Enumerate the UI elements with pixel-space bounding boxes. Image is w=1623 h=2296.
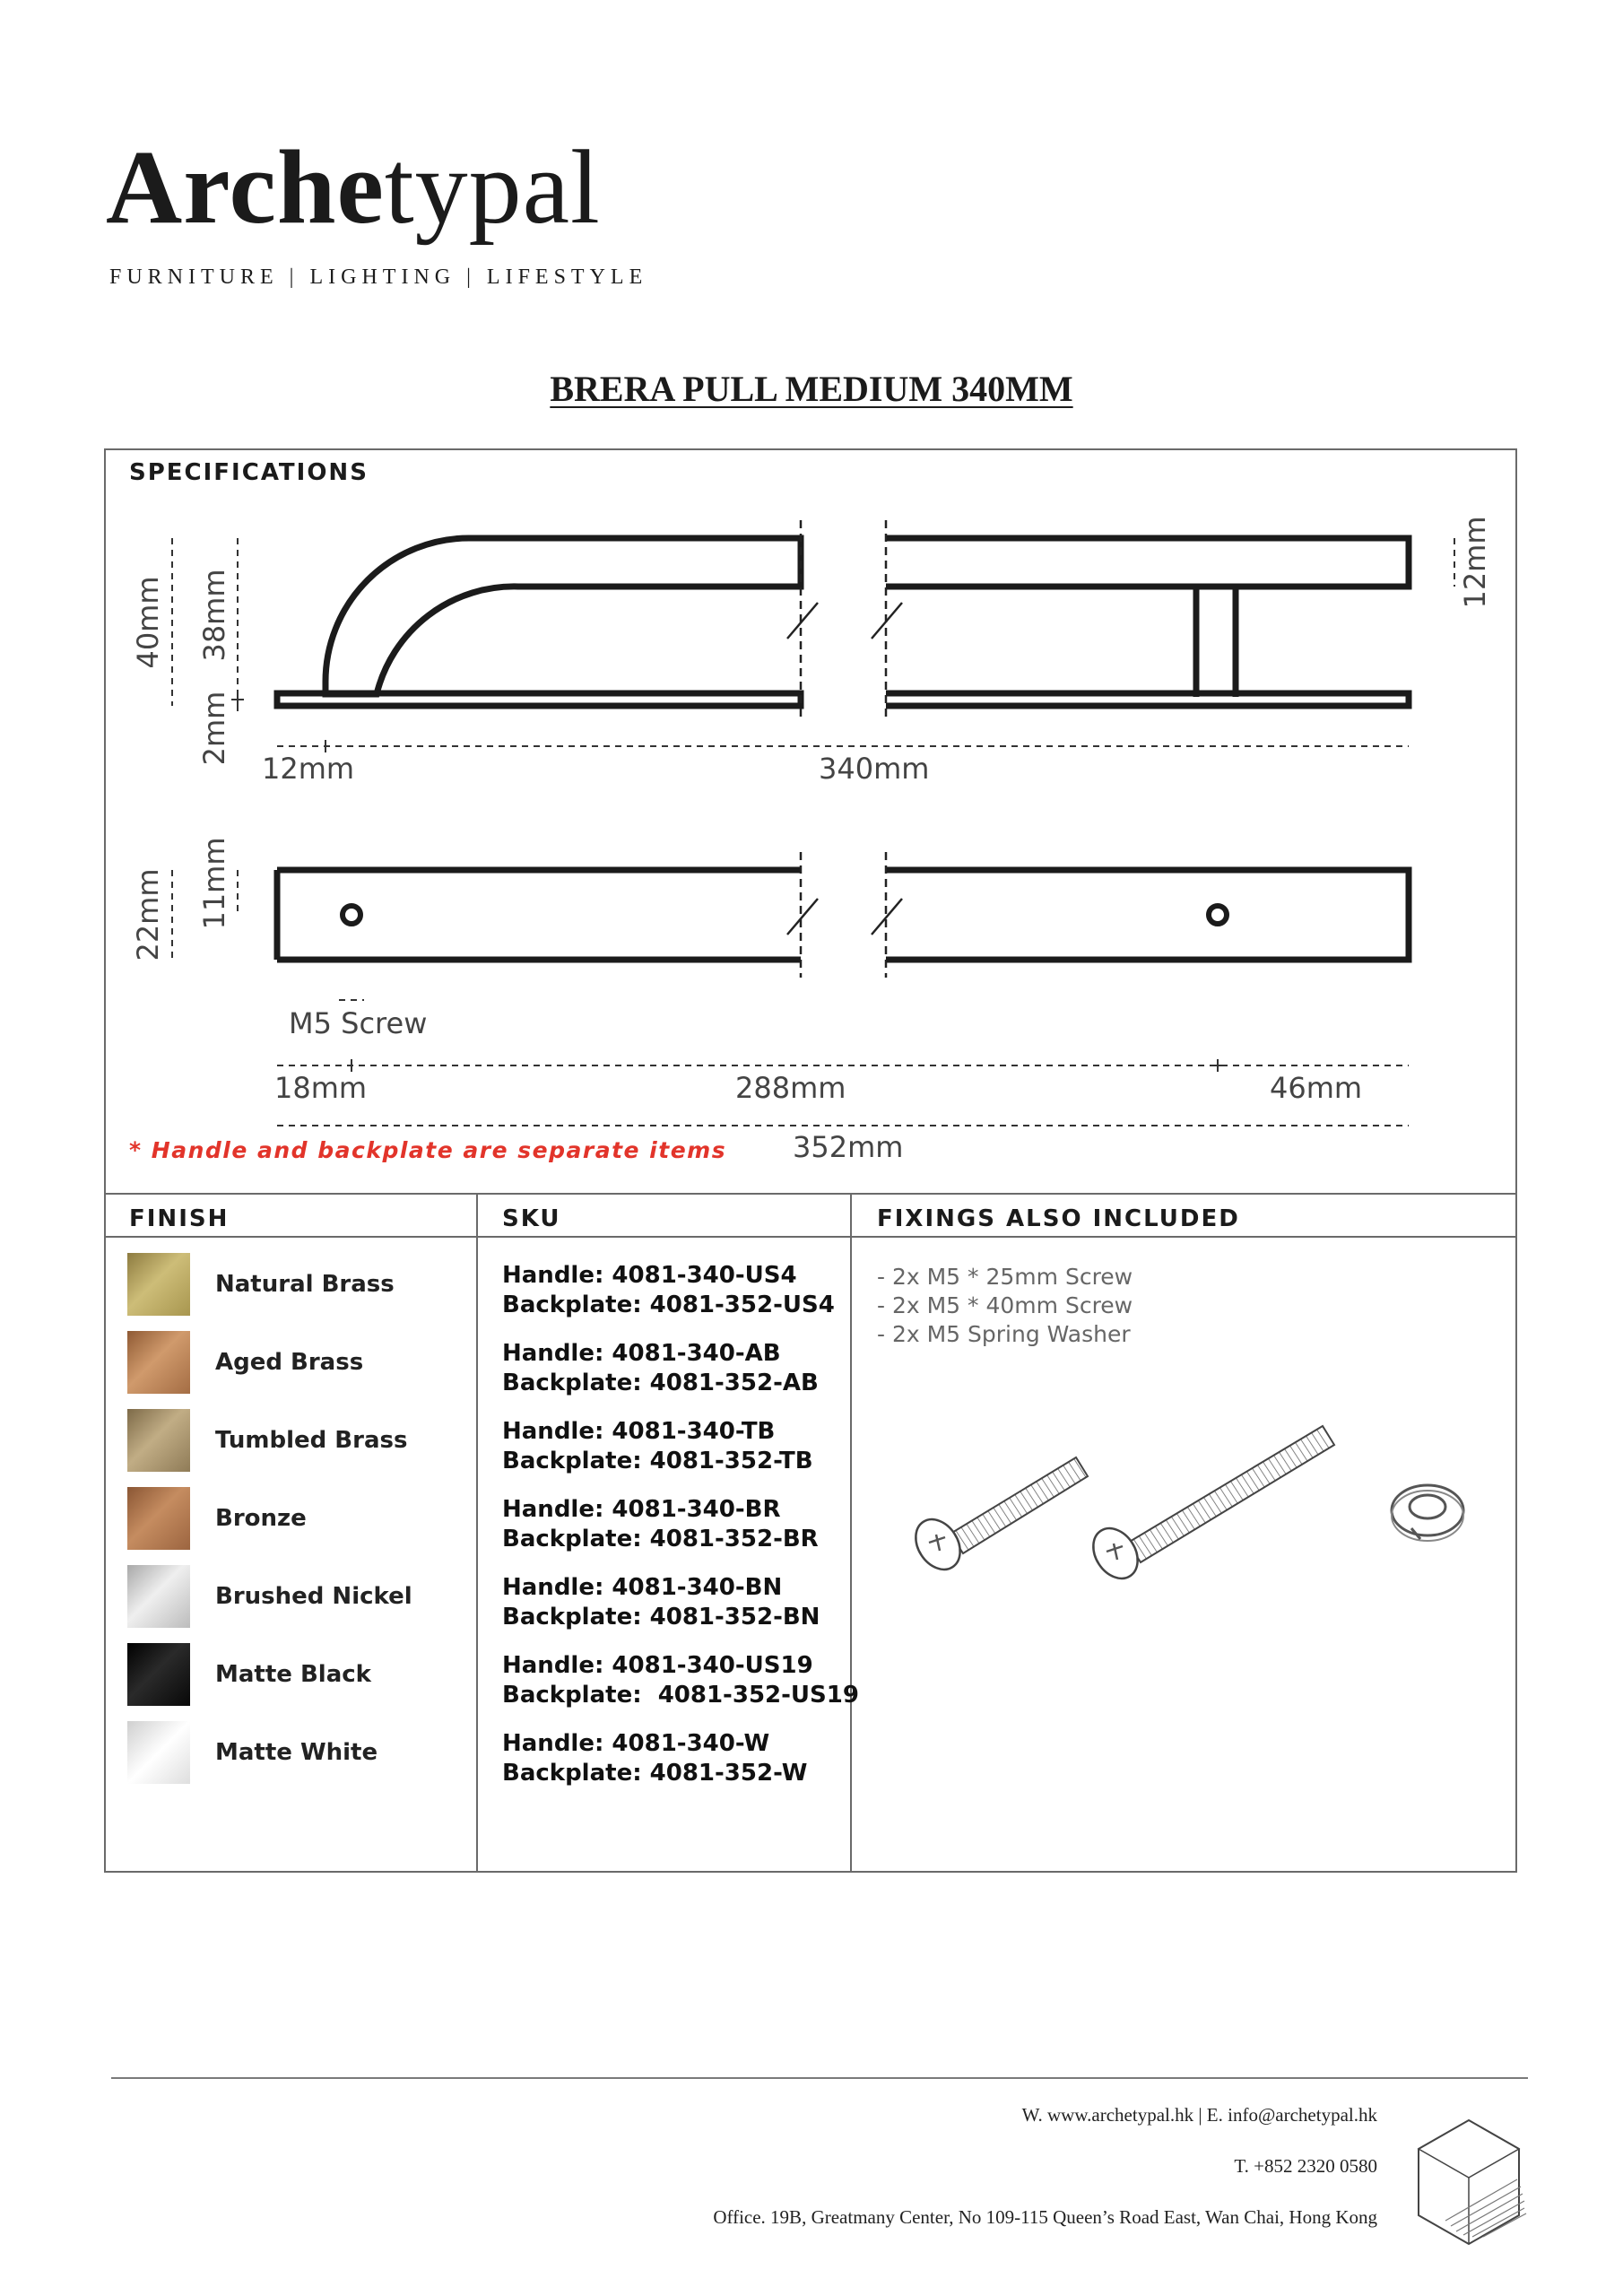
brand-tagline: FURNITURE | LIGHTING | LIFESTYLE <box>109 265 648 289</box>
fixing-item: - 2x M5 * 40mm Screw <box>877 1292 1133 1318</box>
finish-row <box>127 1720 378 1785</box>
sku-entry <box>502 1573 820 1632</box>
swatch-brushed-nickel <box>127 1565 190 1628</box>
backplate-sku: Backplate: 4081-352-AB <box>502 1370 819 1396</box>
finish-label: Matte White <box>215 1739 378 1766</box>
column-divider-2 <box>850 1193 852 1873</box>
swatch-natural-brass <box>127 1253 190 1316</box>
finish-label: Aged Brass <box>215 1349 364 1376</box>
finish-label: Bronze <box>215 1505 307 1532</box>
footer-web-email: W. www.archetypal.hk | E. info@archetypal.hk <box>1021 2104 1377 2126</box>
sku-entry <box>502 1495 819 1554</box>
dim-352mm: 352mm <box>793 1130 904 1164</box>
fixings-illustration <box>897 1417 1506 1614</box>
handle-sku: Handle: 4081-340-AB <box>502 1340 781 1367</box>
dim-40mm: 40mm <box>131 576 165 669</box>
dim-288mm: 288mm <box>735 1071 846 1105</box>
handle-sku: Handle: 4081-340-TB <box>502 1418 776 1445</box>
finish-label: Tumbled Brass <box>215 1427 408 1454</box>
backplate-top-left <box>277 870 801 960</box>
dim-m5-screw: M5 Screw <box>289 1006 428 1040</box>
backplate-sku: Backplate: 4081-352-BR <box>502 1526 819 1552</box>
swatch-tumbled-brass <box>127 1409 190 1472</box>
swatch-matte-black <box>127 1643 190 1706</box>
document-title: BRERA PULL MEDIUM 340MM <box>550 369 1073 409</box>
spring-washer-icon <box>1392 1485 1463 1541</box>
handle-sku: Handle: 4081-340-W <box>502 1730 770 1757</box>
fixing-item: - 2x M5 * 25mm Screw <box>877 1264 1133 1290</box>
finish-row <box>127 1252 395 1317</box>
swatch-aged-brass <box>127 1331 190 1394</box>
backplate-sku: Backplate: 4081-352-US19 <box>502 1682 859 1709</box>
dim-38mm: 38mm <box>197 569 231 662</box>
finish-row <box>127 1486 307 1551</box>
finish-column-header: FINISH <box>129 1205 230 1232</box>
sku-entry <box>502 1651 859 1710</box>
backplate-top-right <box>886 870 1409 960</box>
sku-entry <box>502 1339 819 1398</box>
finish-row <box>127 1330 363 1395</box>
column-divider-1 <box>476 1193 478 1873</box>
handle-sku: Handle: 4081-340-US4 <box>502 1262 797 1289</box>
fixings-column-header: FIXINGS ALSO INCLUDED <box>877 1205 1240 1232</box>
backplate-sku: Backplate: 4081-352-TB <box>502 1448 813 1474</box>
dim-12mm-leg: 12mm <box>262 752 355 786</box>
swatch-bronze <box>127 1487 190 1550</box>
handle-side-right <box>886 538 1409 587</box>
divider-table-header <box>104 1236 1517 1238</box>
handle-sku: Handle: 4081-340-BR <box>502 1496 781 1523</box>
dim-11mm: 11mm <box>197 837 231 930</box>
finish-label: Natural Brass <box>215 1271 395 1298</box>
brand-name-bold: Arche <box>106 128 385 246</box>
screw-25mm-icon <box>907 1457 1088 1578</box>
sku-entry <box>502 1261 835 1320</box>
backplate-sku: Backplate: 4081-352-W <box>502 1760 808 1787</box>
footer-phone: T. +852 2320 0580 <box>1234 2155 1377 2177</box>
fixings-list <box>877 1263 1133 1349</box>
screw-hole-right <box>1209 906 1227 924</box>
handle-sku: Handle: 4081-340-US19 <box>502 1652 813 1679</box>
handle-side-left <box>325 538 801 694</box>
dim-12mm-bar: 12mm <box>1458 516 1492 609</box>
footer-logo-icon <box>1410 2115 1532 2249</box>
footer-rule <box>111 2077 1528 2079</box>
separate-items-note: * Handle and backplate are separate items <box>129 1137 727 1163</box>
handle-side-leg <box>1196 587 1236 697</box>
backplate-side-right <box>886 693 1409 706</box>
footer-office-address: Office. 19B, Greatmany Center, No 109-115 Queen’s Road East, Wan Chai, Hong Kong <box>713 2206 1377 2228</box>
handle-sku: Handle: 4081-340-BN <box>502 1574 783 1601</box>
specifications-heading: SPECIFICATIONS <box>129 459 369 486</box>
finish-row <box>127 1408 407 1473</box>
fixing-item: - 2x M5 Spring Washer <box>877 1321 1131 1347</box>
sku-entry <box>502 1729 807 1788</box>
finish-row <box>127 1564 412 1629</box>
backplate-sku: Backplate: 4081-352-US4 <box>502 1292 835 1318</box>
sku-column-header: SKU <box>502 1205 561 1232</box>
dim-46mm: 46mm <box>1270 1071 1363 1105</box>
dim-2mm: 2mm <box>197 691 231 766</box>
brand-name-regular: typal <box>384 128 601 246</box>
sku-entry <box>502 1417 813 1476</box>
backplate-side-left <box>277 693 801 706</box>
divider-specs-table <box>104 1193 1517 1195</box>
finish-row <box>127 1642 371 1707</box>
finish-label: Brushed Nickel <box>215 1583 412 1610</box>
backplate-sku: Backplate: 4081-352-BN <box>502 1604 820 1631</box>
dim-340mm: 340mm <box>819 752 930 786</box>
dim-18mm: 18mm <box>274 1071 368 1105</box>
screw-hole-left <box>343 906 360 924</box>
finish-label: Matte Black <box>215 1661 371 1688</box>
dim-22mm: 22mm <box>131 868 165 961</box>
swatch-matte-white <box>127 1721 190 1784</box>
screw-40mm-icon <box>1084 1426 1334 1587</box>
